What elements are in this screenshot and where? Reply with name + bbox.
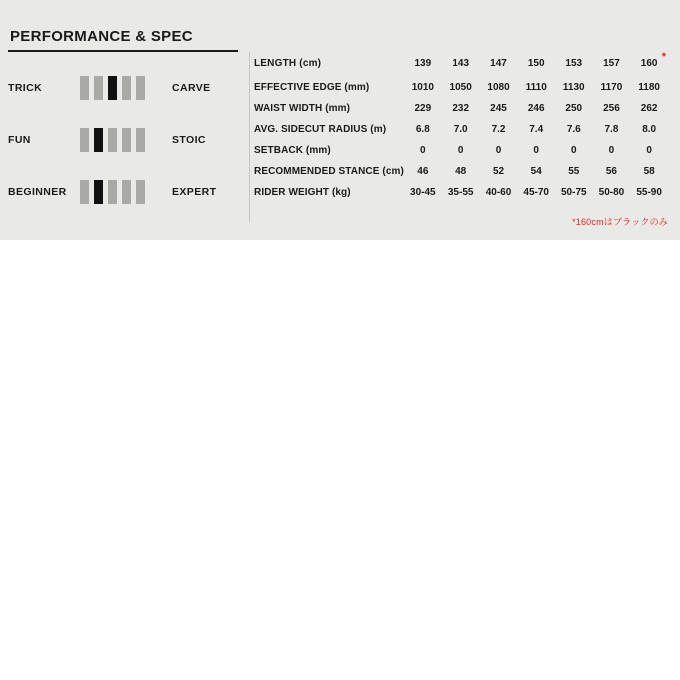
- performance-left-label: TRICK: [8, 82, 43, 94]
- cell: 7.8: [604, 124, 619, 135]
- row-label-waist-width: WAIST WIDTH (mm): [254, 103, 351, 114]
- table-row: [254, 161, 668, 182]
- cell: 0: [608, 145, 615, 156]
- column-header-150: 150: [527, 58, 545, 69]
- cell: 55: [568, 166, 580, 177]
- row-label-rider-weight: RIDER WEIGHT (kg): [254, 187, 351, 198]
- scale-segment: [108, 180, 117, 204]
- column-header-160: [630, 51, 668, 77]
- cell: 30-45: [410, 187, 436, 198]
- cell: 229: [414, 103, 432, 114]
- cell: 7.6: [566, 124, 581, 135]
- cell: 0: [457, 145, 464, 156]
- cell: 50-75: [560, 187, 587, 198]
- cell: 52: [492, 166, 505, 177]
- spec-table: [254, 51, 668, 203]
- cell: 1050: [449, 82, 472, 93]
- cell: 0: [533, 145, 539, 156]
- row-label-recommended-stance: RECOMMENDED STANCE (cm): [254, 166, 404, 177]
- cell: 0: [495, 145, 502, 156]
- cell: 7.4: [529, 124, 544, 135]
- row-label-effective-edge: EFFECTIVE EDGE (mm): [254, 82, 370, 93]
- title-divider: [8, 50, 238, 52]
- performance-scale: [80, 128, 158, 152]
- cell: 246: [527, 103, 545, 114]
- scale-segment: [122, 128, 131, 152]
- cell: 1080: [487, 82, 510, 93]
- cell: 0: [570, 145, 577, 156]
- performance-scale: [80, 180, 158, 204]
- row-label-avg-sidecut-radius: AVG. SIDECUT RADIUS (m): [254, 124, 387, 135]
- cell: 55-90: [636, 187, 662, 198]
- column-header-147: 147: [490, 58, 507, 69]
- cell: 0: [420, 145, 426, 156]
- cell: 1180: [638, 82, 660, 93]
- performance-left-label: BEGINNER: [8, 186, 67, 198]
- performance-row: [8, 114, 248, 166]
- cell: 1110: [525, 82, 547, 93]
- performance-right-label: EXPERT: [172, 186, 217, 198]
- footnote-text: *160cmはブラックのみ: [572, 217, 668, 227]
- scale-segment-active: [108, 76, 117, 100]
- footnote-marker: *: [661, 51, 666, 63]
- spec-table-wrapper: [254, 51, 668, 203]
- performance-left-label: FUN: [8, 134, 31, 146]
- cell: 262: [640, 103, 658, 114]
- table-row: [254, 140, 668, 161]
- cell: 48: [455, 166, 467, 177]
- row-label-setback: SETBACK (mm): [254, 145, 331, 156]
- performance-scale: [80, 76, 158, 100]
- performance-right-label: STOIC: [172, 134, 206, 146]
- performance-and-spec-panel: [0, 0, 680, 240]
- performance-row: [8, 166, 248, 218]
- table-header-row: [254, 58, 668, 77]
- table-row: [254, 98, 668, 119]
- table-row: [254, 119, 668, 140]
- cell: 45-70: [523, 187, 549, 198]
- table-row: [254, 77, 668, 98]
- performance-ratings: [8, 62, 248, 218]
- performance-row: [8, 62, 248, 114]
- cell: 40-60: [485, 187, 512, 198]
- cell: 50-80: [598, 187, 625, 198]
- cell: 46: [417, 166, 429, 177]
- cell: 1010: [411, 82, 434, 93]
- column-header-143: 143: [452, 58, 470, 69]
- vertical-divider: [249, 52, 250, 222]
- page-title: PERFORMANCE & SPEC: [10, 28, 193, 45]
- cell: 54: [530, 166, 542, 177]
- scale-segment: [80, 180, 89, 204]
- scale-segment: [80, 76, 89, 100]
- cell: 250: [565, 103, 583, 114]
- scale-segment: [136, 180, 145, 204]
- scale-segment: [94, 76, 103, 100]
- cell: 1130: [562, 82, 585, 93]
- scale-segment: [136, 76, 145, 100]
- cell: 7.0: [453, 124, 468, 135]
- cell: 35-55: [447, 187, 474, 198]
- cell: 1170: [600, 82, 623, 93]
- cell: 58: [643, 166, 655, 177]
- cell: 56: [605, 166, 617, 177]
- cell: 6.8: [415, 124, 430, 135]
- cell: 0: [646, 145, 652, 156]
- scale-segment-active: [94, 128, 103, 152]
- cell: 256: [603, 103, 620, 114]
- scale-segment: [122, 180, 131, 204]
- scale-segment: [136, 128, 145, 152]
- cell: 7.2: [491, 124, 506, 135]
- column-header-139: 139: [414, 58, 432, 69]
- cell: 8.0: [642, 124, 657, 135]
- scale-segment: [108, 128, 117, 152]
- column-header-157: 157: [603, 58, 620, 69]
- cell: 245: [490, 103, 507, 114]
- scale-segment: [122, 76, 131, 100]
- performance-right-label: CARVE: [172, 82, 211, 94]
- column-header-length: LENGTH (cm): [254, 58, 322, 69]
- scale-segment-active: [94, 180, 103, 204]
- column-header-160-label: 160: [640, 58, 658, 69]
- cell: 232: [452, 103, 470, 114]
- scale-segment: [80, 128, 89, 152]
- table-row: [254, 182, 668, 203]
- column-header-153: 153: [565, 58, 583, 69]
